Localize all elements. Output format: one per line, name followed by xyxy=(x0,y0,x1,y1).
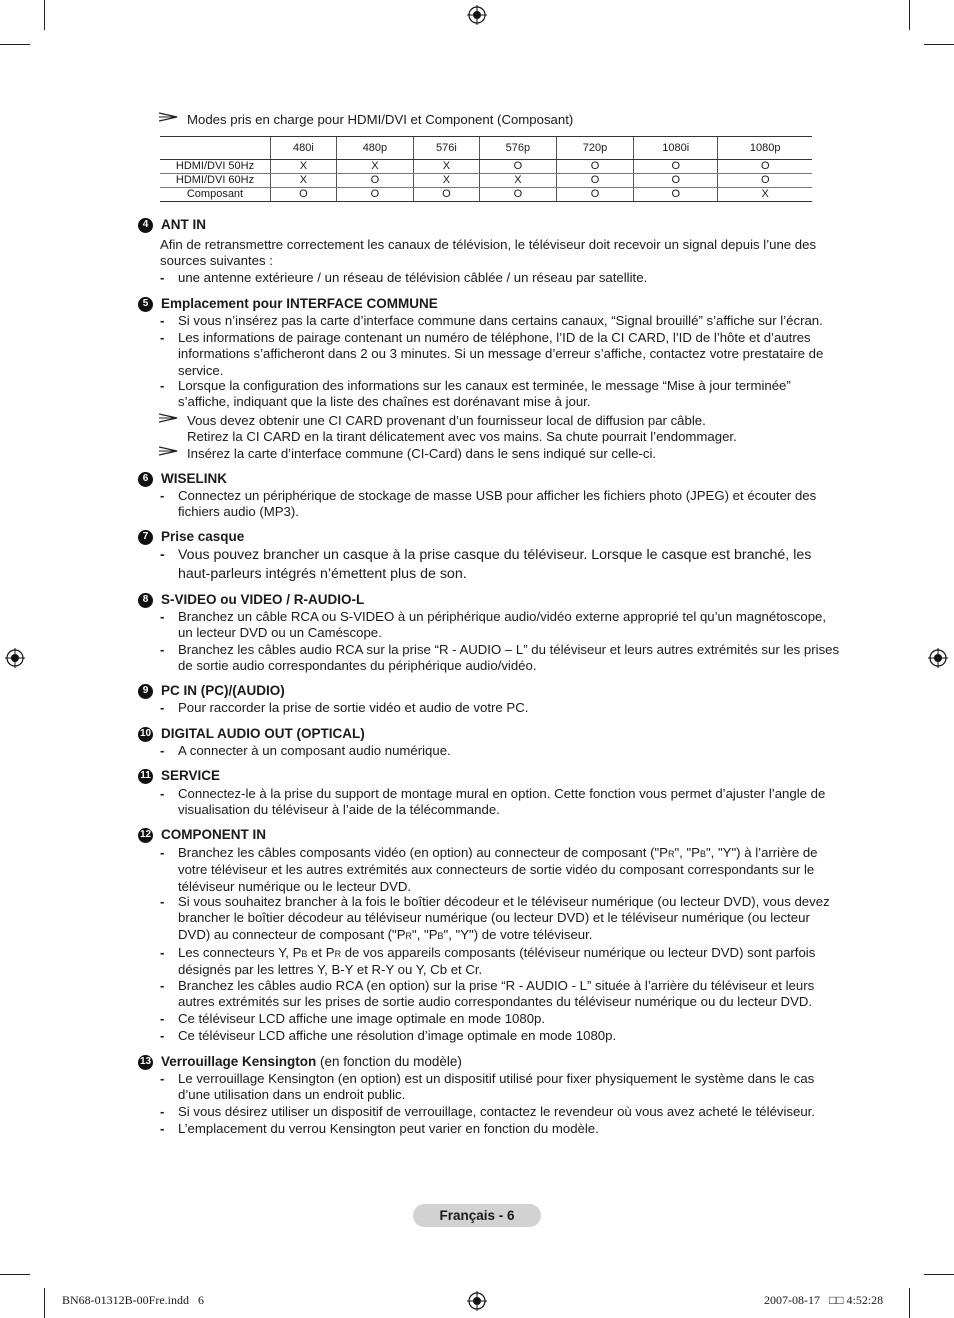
bullet-text: Connectez-le à la prise du support de montage mural en option. Cette fonction vous permet d’ajuster l’angle de visualisation du téléviseur à l’aide de la télécommande. xyxy=(178,786,826,818)
bullet-text: une antenne extérieure / un réseau de télévision câblée / un réseau par satellite. xyxy=(178,270,648,285)
page-number-badge: Français - 6 xyxy=(413,1204,541,1227)
table-cell: HDMI/DVI 50Hz xyxy=(160,160,271,174)
text-run: Branchez les câbles composants vidéo (en option) au connecteur de composant ("P xyxy=(178,845,668,860)
subscript-letter: R xyxy=(667,849,675,859)
table-cell: O xyxy=(718,160,812,174)
bullet-item xyxy=(160,330,840,379)
bullet-dash: - xyxy=(160,786,165,801)
section-number-badge: 10 xyxy=(138,727,153,742)
bullet-text: Le verrouillage Kensington (en option) est un dispositif utilisé pour fixer physiquement le système dans le cas d’une utilisation dans un endroit public. xyxy=(178,1071,815,1103)
table-cell: O xyxy=(479,160,556,174)
bullet-item xyxy=(160,378,840,411)
bullet-item xyxy=(160,845,840,895)
text-run: et P xyxy=(307,945,335,960)
subscript-letter: R xyxy=(405,930,413,941)
paragraph: Afin de retransmettre correctement les canaux de télévision, le téléviseur doit recevoir un signal depuis l’une des sources suivantes : xyxy=(160,237,817,269)
section-heading xyxy=(138,1054,462,1070)
crop-mark xyxy=(0,44,30,45)
table-cell: X xyxy=(413,160,479,174)
crop-mark xyxy=(909,0,910,30)
text-run: Les connecteurs Y, P xyxy=(178,945,302,960)
bullet-dash: - xyxy=(160,743,165,758)
bullet-text xyxy=(178,894,840,944)
bullet-item xyxy=(160,1121,840,1137)
table-cell: X xyxy=(271,160,337,174)
table-cell: O xyxy=(634,174,718,188)
table-row xyxy=(160,188,812,202)
note-arrow-icon xyxy=(159,413,179,423)
table-cell: Composant xyxy=(160,188,271,202)
subscript-letter: B xyxy=(437,930,444,941)
text-run: ", "Y") de votre téléviseur. xyxy=(443,926,593,942)
table-row xyxy=(160,174,812,188)
section-number-badge: 4 xyxy=(138,218,153,233)
bullet-dash: - xyxy=(160,1028,165,1043)
section-number-badge: 13 xyxy=(138,1055,153,1070)
bullet-text: A connecter à un composant audio numérique. xyxy=(178,743,451,758)
registration-mark-icon xyxy=(467,5,487,25)
table-header-cell: 480i xyxy=(271,137,337,160)
section-heading xyxy=(138,683,285,699)
crop-mark xyxy=(0,1274,30,1275)
bullet-item xyxy=(160,313,840,329)
table-cell: O xyxy=(271,188,337,202)
bullet-text: Ce téléviseur LCD affiche une image optimale en mode 1080p. xyxy=(178,1011,546,1026)
bullet-dash: - xyxy=(160,378,165,393)
text-run: Si vous souhaitez brancher à la fois le boîtier décodeur et le téléviseur numérique (ou lecteur DVD), vous devez brancher le boîtier décodeur au téléviseur numérique (ou lecteur DVD) et le téléviseur numérique (ou lecteur DVD) au connecteur de composant ("P xyxy=(178,894,830,942)
bullet-text xyxy=(178,845,840,895)
bullet-text xyxy=(178,945,840,979)
section-title: Prise casque xyxy=(161,529,245,544)
section-heading xyxy=(138,768,220,784)
bullet-text: Branchez les câbles audio RCA sur la prise “R - AUDIO – L” du téléviseur et leurs autres extrémités sur les prises de sortie audio correspondantes du périphérique audio/vidéo. xyxy=(178,642,840,674)
table-cell: X xyxy=(336,160,413,174)
note-arrow-icon xyxy=(159,112,179,122)
note-text: Vous devez obtenir une CI CARD provenant d’un fournisseur local de diffusion par câble. xyxy=(187,413,706,428)
table-cell: HDMI/DVI 60Hz xyxy=(160,174,271,188)
bullet-item xyxy=(160,894,840,944)
table-row xyxy=(160,160,812,174)
bullet-text: Branchez les câbles audio RCA (en option) sur la prise “R - AUDIO - L” située à l’arrière du téléviseur et leurs autres extrémités sur les prises de sortie audio correspondantes du téléviseur numérique ou du lecteur DVD. xyxy=(178,978,815,1010)
bullet-text: Si vous désirez utiliser un dispositif de verrouillage, contactez le revendeur où vous avez acheté le téléviseur. xyxy=(178,1104,816,1119)
section-number-badge: 7 xyxy=(138,530,153,545)
section-title: S-VIDEO ou VIDEO / R-AUDIO-L xyxy=(161,592,365,607)
bullet-text: Branchez un câble RCA ou S-VIDEO à un périphérique audio/vidéo externe approprié tel qu’un magnétoscope, un lecteur DVD ou un Caméscope. xyxy=(178,609,827,641)
footer-filename: BN68-01312B-00Fre.indd 6 xyxy=(62,1293,204,1307)
section-title: COMPONENT IN xyxy=(161,827,267,842)
footer-timestamp: 2007-08-17 □□ 4:52:28 xyxy=(764,1293,884,1307)
crop-mark xyxy=(44,0,45,30)
note-text: Insérez la carte d’interface commune (CI-Card) dans le sens indiqué sur celle-ci. xyxy=(187,446,657,461)
bullet-dash: - xyxy=(160,1071,165,1086)
table-header-cell xyxy=(160,137,271,160)
section-heading xyxy=(138,529,244,545)
bullet-item xyxy=(160,700,840,716)
section-heading xyxy=(138,217,206,233)
bullet-text: Les informations de pairage contenant un numéro de téléphone, l’ID de la CI CARD, l’ID de l’hôte et d’autres informations s’afficheront dans 2 ou 3 minutes. Si un message d’erreur s’affiche, contactez votre prestataire de service. xyxy=(178,330,824,378)
section-number-badge: 9 xyxy=(138,684,153,699)
bullet-dash: - xyxy=(160,978,165,993)
bullet-dash: - xyxy=(160,642,165,657)
section-title: Verrouillage Kensington xyxy=(161,1054,317,1069)
section-heading xyxy=(138,296,438,312)
section-title: SERVICE xyxy=(161,768,221,783)
bullet-item xyxy=(160,546,840,584)
table-cell: X xyxy=(271,174,337,188)
crop-mark xyxy=(924,44,954,45)
crop-mark xyxy=(909,1288,910,1318)
table-cell: X xyxy=(718,188,812,202)
bullet-text: Vous pouvez brancher un casque à la prise casque du téléviseur. Lorsque le casque est branché, les haut-parleurs intégrés n’émettent plus de son. xyxy=(178,547,812,582)
text-run: ", "P xyxy=(412,926,438,942)
bullet-text: Pour raccorder la prise de sortie vidéo et audio de votre PC. xyxy=(178,700,529,715)
note-arrow-icon xyxy=(159,446,179,456)
bullet-item xyxy=(160,945,840,979)
bullet-text: Lorsque la configuration des informations sur les canaux est terminée, le message “Mise à jour terminée” s’affiche, indiquant que la liste des chaînes est dorénavant mise à jour. xyxy=(178,378,791,410)
bullet-dash: - xyxy=(160,313,165,328)
bullet-dash: - xyxy=(160,845,165,860)
text-run: ", "P xyxy=(674,845,700,860)
bullet-item xyxy=(160,1104,840,1120)
text-run: de vos appareils composants (téléviseur numérique ou lecteur DVD) sont parfois désignés par les lettres Y, B-Y et R-Y ou Y, Cb et Cr. xyxy=(178,945,816,978)
section-title-suffix: (en fonction du modèle) xyxy=(316,1054,462,1069)
text-run: ", "Y") à l’arrière de votre téléviseur et les autres extrémités aux connecteurs de sortie vidéo du composant correspondants sur le téléviseur numérique ou le lecteur DVD. xyxy=(178,845,818,894)
table-cell: X xyxy=(413,174,479,188)
table-cell: O xyxy=(556,174,633,188)
section-heading xyxy=(138,726,365,742)
bullet-dash: - xyxy=(160,1104,165,1119)
bullet-dash: - xyxy=(160,1121,165,1136)
section-title: WISELINK xyxy=(161,471,227,486)
section-number-badge: 12 xyxy=(138,828,153,843)
bullet-dash: - xyxy=(160,945,165,960)
bullet-item xyxy=(160,743,840,759)
section-heading xyxy=(138,592,364,608)
bullet-item xyxy=(160,1028,840,1044)
bullet-text: Connectez un périphérique de stockage de masse USB pour afficher les fichiers photo (JPEG) et écouter des fichiers audio (MP3). xyxy=(178,488,817,520)
table-cell: O xyxy=(413,188,479,202)
crop-mark xyxy=(44,1288,45,1318)
bullet-item xyxy=(160,642,840,675)
section-number-badge: 8 xyxy=(138,593,153,608)
section-number-badge: 6 xyxy=(138,472,153,487)
table-cell: O xyxy=(718,174,812,188)
bullet-dash: - xyxy=(160,547,165,563)
modes-table xyxy=(160,136,812,202)
section-title: Emplacement pour INTERFACE COMMUNE xyxy=(161,296,438,311)
bullet-item xyxy=(160,786,840,819)
section-title: PC IN (PC)/(AUDIO) xyxy=(161,683,285,698)
note-text: Retirez la CI CARD en la tirant délicatement avec vos mains. Sa chute pourrait l’endommager. xyxy=(187,429,737,444)
registration-mark-icon xyxy=(5,648,25,668)
table-cell: O xyxy=(634,160,718,174)
subscript-letter: R xyxy=(334,949,342,959)
registration-mark-icon xyxy=(928,648,948,668)
section-title: DIGITAL AUDIO OUT (OPTICAL) xyxy=(161,726,365,741)
crop-mark xyxy=(924,1274,954,1275)
intro-note: Modes pris en charge pour HDMI/DVI et Component (Composant) xyxy=(187,112,574,127)
bullet-item xyxy=(160,1071,840,1104)
table-header-cell: 480p xyxy=(336,137,413,160)
bullet-dash: - xyxy=(160,700,165,715)
bullet-text: Ce téléviseur LCD affiche une résolution d’image optimale en mode 1080p. xyxy=(178,1028,617,1043)
bullet-item xyxy=(160,1011,840,1027)
bullet-item xyxy=(160,270,840,286)
table-cell: O xyxy=(479,188,556,202)
table-cell: O xyxy=(556,160,633,174)
table-header-row xyxy=(160,137,812,160)
subscript-letter: B xyxy=(699,849,706,859)
registration-mark-icon xyxy=(467,1291,487,1311)
section-number-badge: 5 xyxy=(138,297,153,312)
table-cell: O xyxy=(556,188,633,202)
bullet-dash: - xyxy=(160,1011,165,1026)
bullet-text: Si vous n’insérez pas la carte d’interface commune dans certains canaux, “Signal brouillé” s’affiche sur l’écran. xyxy=(178,313,823,328)
bullet-dash: - xyxy=(160,609,165,624)
section-heading xyxy=(138,827,266,843)
table-cell: O xyxy=(336,174,413,188)
table-header-cell: 576i xyxy=(413,137,479,160)
bullet-dash: - xyxy=(160,330,165,345)
bullet-dash: - xyxy=(160,270,165,285)
table-cell: O xyxy=(336,188,413,202)
section-heading xyxy=(138,471,227,487)
table-header-cell: 720p xyxy=(556,137,633,160)
table-header-cell: 576p xyxy=(479,137,556,160)
bullet-text: L’emplacement du verrou Kensington peut varier en fonction du modèle. xyxy=(178,1121,599,1136)
bullet-dash: - xyxy=(160,894,165,909)
subscript-letter: B xyxy=(301,949,308,959)
bullet-dash: - xyxy=(160,488,165,503)
bullet-item xyxy=(160,978,840,1011)
table-cell: X xyxy=(479,174,556,188)
table-cell: O xyxy=(634,188,718,202)
bullet-item xyxy=(160,488,840,521)
table-header-cell: 1080p xyxy=(718,137,812,160)
section-title: ANT IN xyxy=(161,217,206,232)
bullet-item xyxy=(160,609,840,642)
table-header-cell: 1080i xyxy=(634,137,718,160)
section-number-badge: 11 xyxy=(138,769,153,784)
